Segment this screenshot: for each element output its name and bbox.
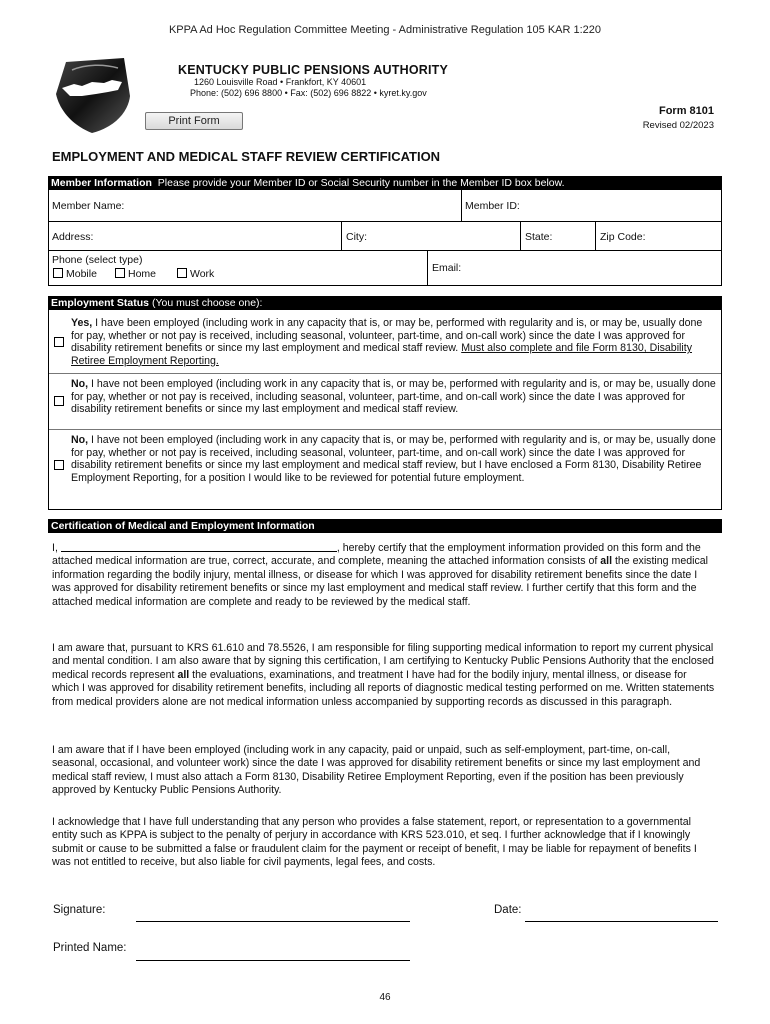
- printed-name-label: Printed Name:: [53, 942, 127, 954]
- employment-status-note: (You must choose one):: [151, 297, 263, 309]
- org-address: 1260 Louisville Road • Frankfort, KY 40601: [194, 77, 367, 87]
- org-name: KENTUCKY PUBLIC PENSIONS AUTHORITY: [178, 63, 449, 77]
- employed-no-with-8130-checkbox[interactable]: [54, 460, 64, 470]
- work-checkbox[interactable]: [177, 268, 187, 278]
- certification-paragraph-3: I am aware that if I have been employed (including work in any capacity, paid or unpaid, such as self-employment, part-time, on-call, seasonal, occasional, and volunteer work) since the date I was approved for disability retirement benefits or since my last employment and medical staff review, I must also attach a Form 8130, Disability Retiree Employment Reporting, even if the position has been previously approved by Kentucky Public Pensions Authority.: [52, 744, 701, 797]
- date-line[interactable]: [525, 921, 718, 922]
- page-title: EMPLOYMENT AND MEDICAL STAFF REVIEW CERTIFICATION: [52, 149, 441, 164]
- employment-options: [48, 310, 722, 510]
- employment-option-no-with-8130: No, I have not been employed (including work in any capacity that is, or may be, performed with regularity and is, or may be, usually done for pay, whether or not pay is received, including seasonal, volunteer, part-time, and on-call work) since the date I was approved for disability retirement benefits or since my last employment and medical staff review, but I have enclosed a Form 8130, Disability Retiree Employment Reporting, for a position I would like to be reviewed for potential future employment.: [49, 430, 721, 508]
- state-field[interactable]: State:: [525, 231, 553, 243]
- printed-name-line[interactable]: [136, 960, 410, 961]
- certification-paragraph-4: I acknowledge that I have full understanding that any person who provides a false statement, report, or representation to a governmental entity such as KPPA is subject to the penalty of perjury in accordance with KRS 523.010, et seq. I further acknowledge that if I knowingly submit or cause to be submitted a false or fraudulent claim for the payment or receipt of benefit, I may be liable for repayment of benefits I was not entitled to receive, but also liable for civil payments, legal fees, and costs.: [52, 816, 697, 869]
- employment-status-band: [48, 296, 722, 310]
- signature-line[interactable]: [136, 921, 410, 922]
- employment-status-title: Employment Status: [51, 297, 150, 309]
- home-checkbox[interactable]: [115, 268, 125, 278]
- form-number: Form 8101: [658, 105, 714, 117]
- phone-option-mobile[interactable]: Mobile: [53, 268, 97, 280]
- revised-date: Revised 02/2023: [642, 120, 714, 131]
- employment-option-yes: Yes, I have been employed (including work in any capacity that is, or may be, performed with regularity and is, or may be, usually done for pay, whether or not pay is received, including seasonal, volunteer, part-time, and on-call work) since the date I was approved for disability retirement benefits or since my last employment and medical staff review. Must also complete and file Form 8130, Disability Retiree Employment Reporting.: [49, 310, 721, 374]
- kentucky-logo-icon: [52, 56, 134, 134]
- phone-option-home[interactable]: Home: [115, 268, 156, 280]
- certification-paragraph-2: I am aware that, pursuant to KRS 61.610 and 78.5526, I am responsible for filing supporting medical information to report my current physical and mental condition. I am also aware that by signing this certification, I am certifying to Kentucky Public Pensions Authority that the enclosed medical records represent all the evaluations, examinations, and treatment I have had for the bodily injury, mental illness, or disease for which I was approved for disability retirement benefits, including all reports of diagnostic medical testing performed on me. Written statements from medical providers alone are not medical information unless accompanied by supporting records as discussed in this paragraph.: [52, 642, 715, 708]
- member-info-title: Member Information: [51, 177, 152, 189]
- page-number: 46: [379, 992, 391, 1003]
- city-field[interactable]: City:: [346, 231, 367, 243]
- phone-type-label: Phone (select type): [52, 254, 143, 266]
- zip-code-field[interactable]: Zip Code:: [600, 231, 646, 243]
- member-name-blank[interactable]: [61, 541, 337, 552]
- date-label: Date:: [494, 904, 522, 916]
- address-field[interactable]: Address:: [52, 231, 94, 243]
- member-info-grid: [48, 190, 722, 286]
- email-field[interactable]: Email:: [432, 262, 462, 274]
- mobile-checkbox[interactable]: [53, 268, 63, 278]
- org-contact: Phone: (502) 696 8800 • Fax: (502) 696 8822 • kyret.ky.gov: [190, 88, 427, 98]
- employment-option-no: No, I have not been employed (including work in any capacity that is, or may be, performed with regularity and is, or may be, usually done for pay, whether or not pay is received, including seasonal, volunteer, part-time, and on-call work) since the date I was approved for disability retirement benefits or since my last employment and medical staff review.: [49, 374, 721, 430]
- certification-paragraph-1: I, , hereby certify that the employment information provided on this form and the attached medical information are true, correct, accurate, and complete, meaning the attached information consists of all the existing medical information regarding the bodily injury, mental illness, or disease for which I was approved for disability retirement benefits since the date I was approved for disability retirement benefits or since my last employment and medical staff review. I further certify that this form and the attached medical information are complete and ready to be reviewed by the medical staff.: [52, 542, 709, 608]
- meeting-header-line: KPPA Ad Hoc Regulation Committee Meeting - Administrative Regulation 105 KAR 1:220: [168, 24, 602, 36]
- member-name-field[interactable]: Member Name:: [52, 200, 125, 212]
- employed-no-checkbox[interactable]: [54, 396, 64, 406]
- employed-yes-checkbox[interactable]: [54, 337, 64, 347]
- phone-option-work[interactable]: Work: [177, 268, 214, 280]
- signature-label: Signature:: [53, 904, 106, 916]
- print-form-button[interactable]: Print Form: [145, 112, 243, 130]
- certification-band: [48, 519, 722, 533]
- member-info-band: [48, 176, 722, 190]
- member-id-field[interactable]: Member ID:: [465, 200, 520, 212]
- form-8130-note: Must also complete and file Form 8130, Disability Retiree Employment Reporting.: [71, 342, 692, 367]
- certification-title: Certification of Medical and Employment Information: [51, 520, 315, 532]
- member-info-instruction: Please provide your Member ID or Social Security number in the Member ID box below.: [157, 177, 565, 189]
